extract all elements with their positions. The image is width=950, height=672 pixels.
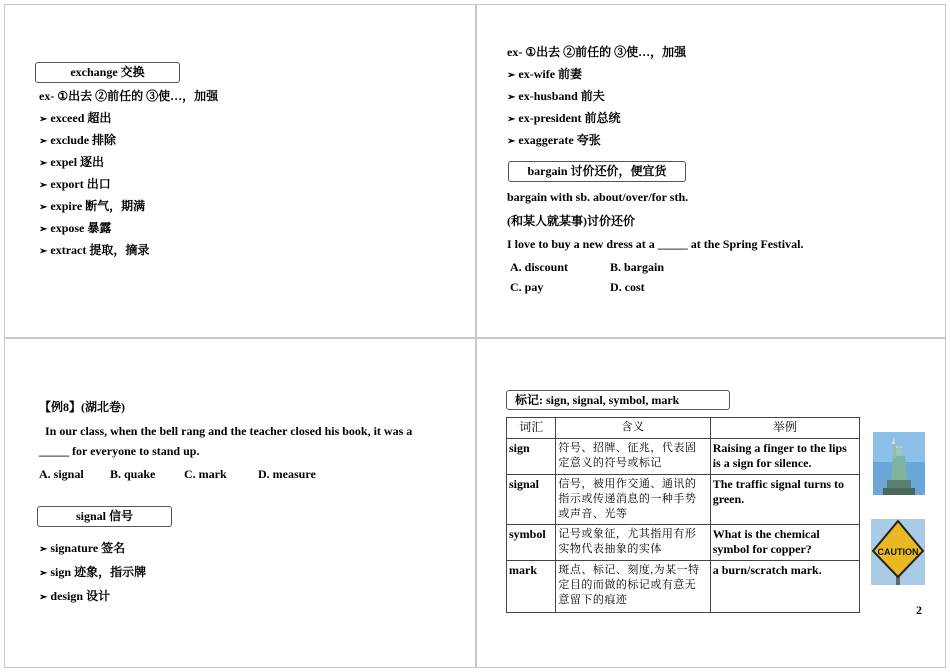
table-row [507, 525, 860, 561]
header-word: 词汇 [507, 418, 556, 439]
prefix-line: ex- ①出去 ②前任的 ③使…，加强 [507, 45, 687, 59]
list-item: ➢ exceed 超出 [39, 111, 112, 125]
statue-of-liberty-image [873, 432, 925, 495]
cell-word: symbol [507, 525, 556, 561]
list-item: ➢ exclude 排除 [39, 133, 117, 147]
cell-example: The traffic signal turns to green. [710, 475, 859, 525]
signal-box-label: signal 信号 [75, 509, 133, 523]
list-item: ➢ sign 迹象，指示牌 [39, 565, 147, 579]
example-tag: 【例8】(湖北卷) [39, 400, 125, 414]
table-row [507, 561, 860, 613]
slide-3 [4, 338, 476, 668]
cell-word: signal [507, 475, 556, 525]
list-item: ➢ ex-wife 前妻 [507, 67, 583, 81]
option: D. measure [258, 467, 316, 481]
slide-4 [476, 338, 946, 668]
list-item: ➢ expire 断气，期满 [39, 199, 146, 213]
bargain-box [508, 161, 686, 182]
list-item: ➢ expose 暴露 [39, 221, 112, 235]
cell-example: What is the chemical symbol for copper? [710, 525, 859, 561]
table-row [507, 475, 860, 525]
phrase: bargain with sb. about/over/for sth. [507, 190, 689, 204]
option: A. discount [510, 260, 569, 274]
list-item: ➢ signature 签名 [39, 541, 126, 555]
caution-sign-image [871, 519, 925, 585]
mark-box-label: 标记: sign, signal, symbol, mark [515, 393, 680, 407]
header-meaning: 含义 [556, 418, 710, 439]
header-example: 举例 [710, 418, 859, 439]
caution-sign-text: CAUTION [877, 547, 919, 557]
cell-meaning: 符号、招牌、征兆，代表固定意义的符号或标记 [556, 439, 710, 475]
cell-word: sign [507, 439, 556, 475]
prefix-line: ex- ①出去 ②前任的 ③使…，加强 [39, 89, 219, 103]
cell-meaning: 记号或象征，尤其指用有形实物代表抽象的实体 [556, 525, 710, 561]
cell-meaning: 斑点、标记、刻度,为某一特定目的而做的标记或有意无意留下的痕迹 [556, 561, 710, 613]
list-item: ➢ expel 逐出 [39, 155, 105, 169]
question-line-2: _____ for everyone to stand up. [39, 444, 200, 458]
slide-1 [4, 4, 476, 338]
table-row [507, 439, 860, 475]
list-item: ➢ ex-husband 前夫 [507, 89, 605, 103]
mark-box [506, 390, 730, 410]
cell-example: a burn/scratch mark. [710, 561, 859, 613]
list-item: ➢ ex-president 前总统 [507, 111, 621, 125]
signal-box [37, 506, 172, 527]
list-item: ➢ design 设计 [39, 589, 111, 603]
bargain-box-label: bargain 讨价还价，便宜货 [527, 164, 667, 178]
question: I love to buy a new dress at a _____ at the Spring Festival. [507, 237, 804, 251]
phrase-cn: (和某人就某事)讨价还价 [507, 214, 635, 228]
cell-meaning: 信号，被用作交通、通讯的指示或传递消息的一种手势或声音、光等 [556, 475, 710, 525]
option: C. pay [510, 280, 544, 294]
option: A. signal [39, 467, 84, 481]
list-item: ➢ exaggerate 夸张 [507, 133, 601, 147]
exchange-box [35, 62, 180, 83]
option: B. bargain [610, 260, 665, 274]
option: B. quake [110, 467, 156, 481]
cell-word: mark [507, 561, 556, 613]
list-item: ➢ extract 提取，摘录 [39, 243, 150, 257]
exchange-box-label: exchange 交换 [70, 65, 145, 79]
cell-example: Raising a finger to the lips is a sign for silence. [710, 439, 859, 475]
slide-2 [476, 4, 946, 338]
page-number: 2 [916, 603, 922, 617]
question-line-1: In our class, when the bell rang and the teacher closed his book, it was a [45, 424, 413, 438]
option: C. mark [184, 467, 227, 481]
option: D. cost [610, 280, 645, 294]
table-header-row [507, 418, 860, 439]
vocab-table [506, 417, 860, 613]
list-item: ➢ export 出口 [39, 177, 111, 191]
